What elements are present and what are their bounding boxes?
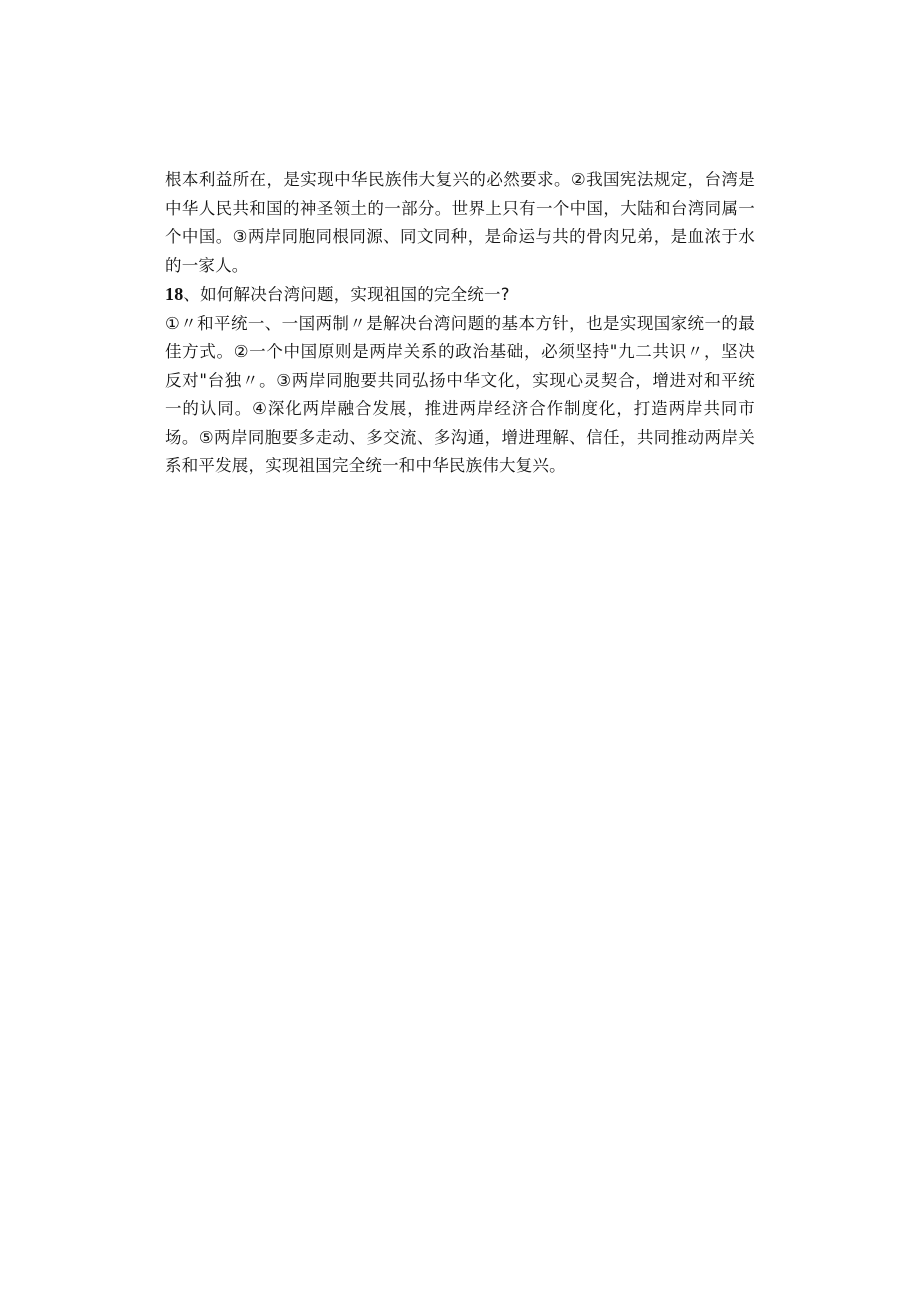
document-page (165, 166, 755, 481)
question-text: 、如何解决台湾问题，实现祖国的完全统一? (183, 285, 510, 304)
question-number: 18 (165, 284, 184, 304)
paragraph-continued: 根本利益所在，是实现中华民族伟大复兴的必然要求。②我国宪法规定，台湾是中华人民共和国的神圣领土的一部分。世界上只有一个中国，大陆和台湾同属一个中国。③两岸同胞同根同源、同文同种，是命运与共的骨肉兄弟，是血浓于水的一家人。 (165, 170, 755, 275)
question-18 (165, 280, 755, 310)
answer-paragraph: ①〃和平统一、一国两制〃是解决台湾问题的基本方针，也是实现国家统一的最佳方式。②一个中国原则是两岸关系的政治基础，必须坚持"九二共识〃，坚决反对"台独〃。③两岸同胞要共同弘扬中华文化，实现心灵契合，增进对和平统一的认同。④深化两岸融合发展，推进两岸经济合作制度化，打造两岸共同市场。⑤两岸同胞要多走动、多交流、多沟通，增进理解、信任，共同推动两岸关系和平发展，实现祖国完全统一和中华民族伟大复兴。 (165, 313, 755, 475)
